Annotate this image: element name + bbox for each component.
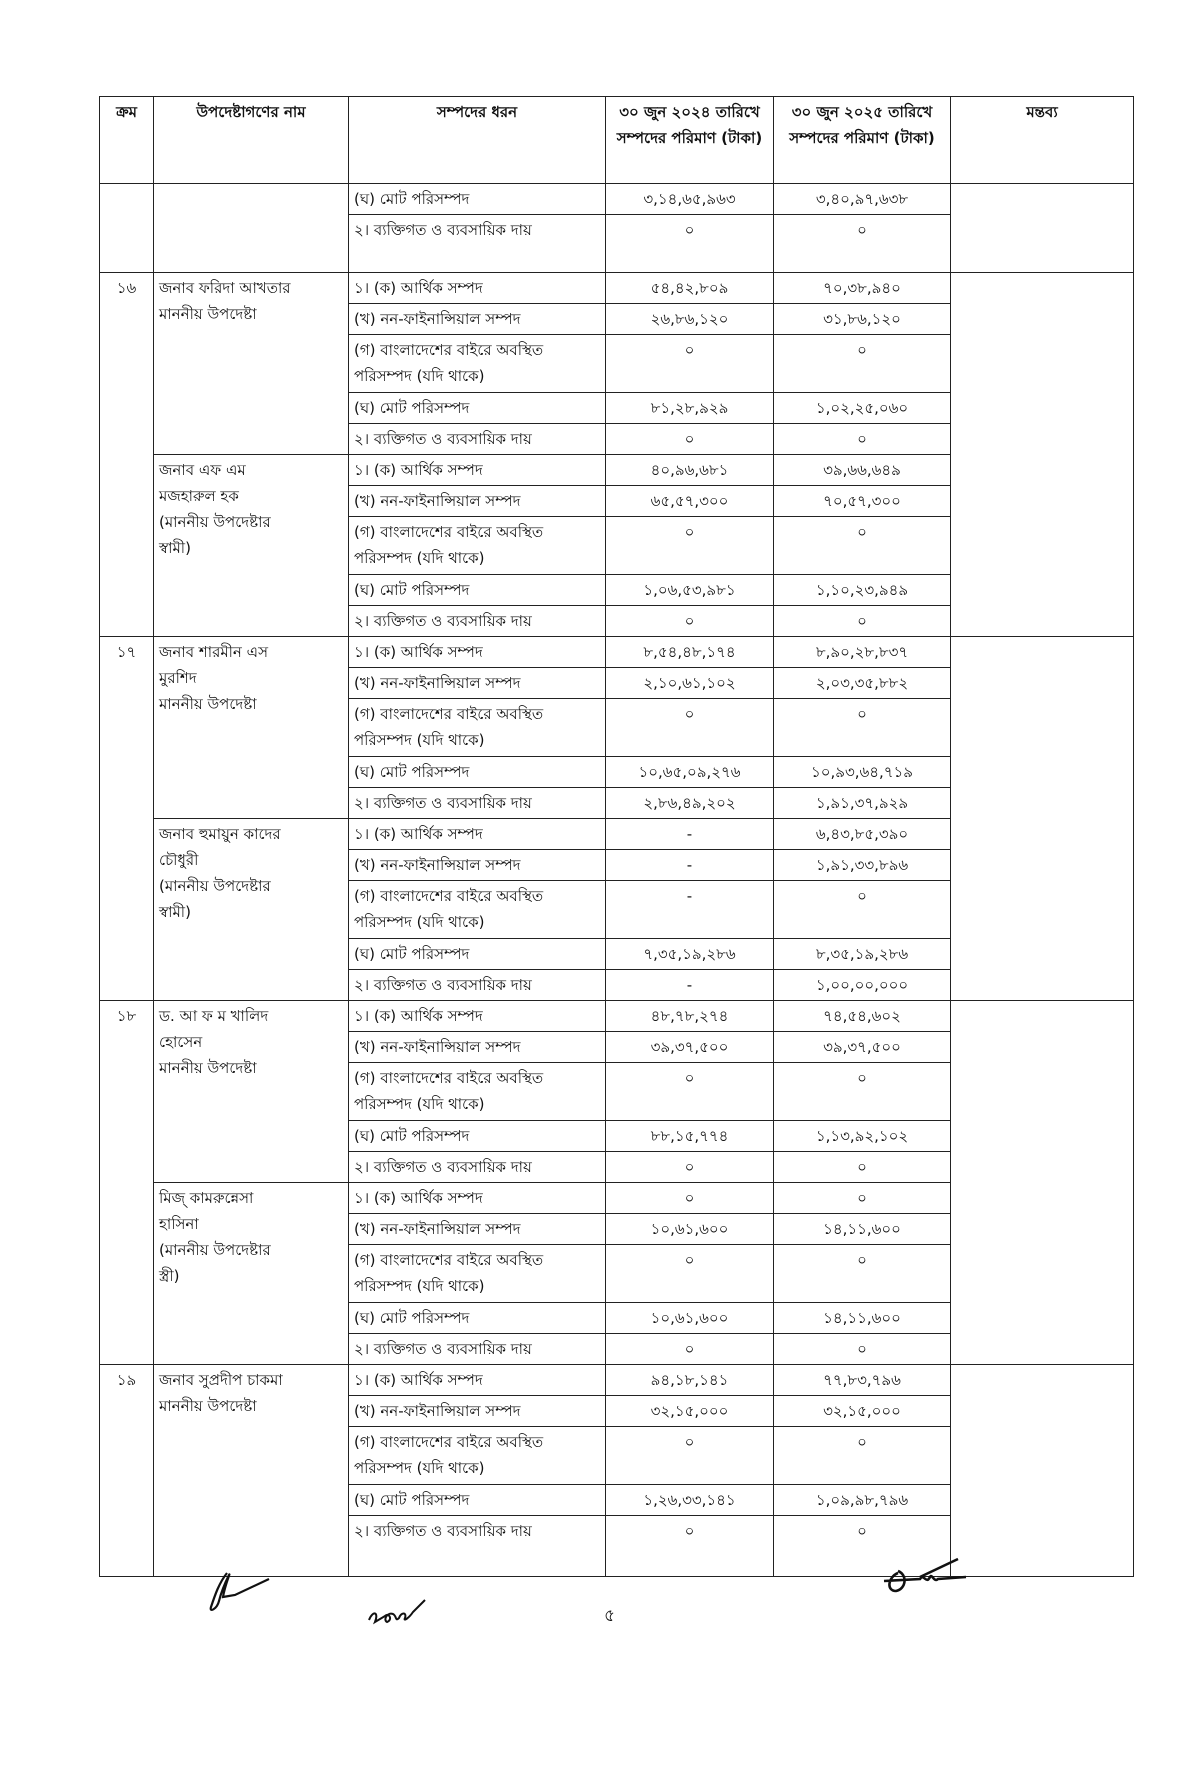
- asset-type-cell: ২। ব্যক্তিগত ও ব্যবসায়িক দায়: [349, 970, 606, 1001]
- header-serial: ক্রম: [100, 97, 154, 184]
- amount-2025-cell: ০: [774, 215, 951, 273]
- asset-type-cell: ১। (ক) আর্থিক সম্পদ: [349, 1183, 606, 1214]
- amount-2024-cell: ৪৮,৭৮,২৭৪: [606, 1001, 774, 1032]
- remarks-cell: [951, 1365, 1134, 1577]
- amount-2024-cell: ০: [606, 517, 774, 575]
- amount-2024-cell: ০: [606, 1183, 774, 1214]
- amount-2025-cell: ০: [774, 424, 951, 455]
- amount-2024-cell: ১,২৬,৩৩,১৪১: [606, 1485, 774, 1516]
- amount-2024-cell: ৫৪,৪২,৮০৯: [606, 273, 774, 304]
- asset-type-cell: ২। ব্যক্তিগত ও ব্যবসায়িক দায়: [349, 606, 606, 637]
- asset-type-cell: (খ) নন-ফাইনান্সিয়াল সম্পদ: [349, 1214, 606, 1245]
- amount-2025-cell: ১,৯১,৩৩,৮৯৬: [774, 850, 951, 881]
- remarks-cell: [951, 637, 1134, 1001]
- serial-cell: ১৮: [100, 1001, 154, 1365]
- amount-2025-cell: ২,০৩,৩৫,৮৮২: [774, 668, 951, 699]
- amount-2024-cell: ০: [606, 1245, 774, 1303]
- amount-2025-cell: ৭০,৫৭,৩০০: [774, 486, 951, 517]
- adviser-name-line: স্ত্রী): [159, 1267, 180, 1285]
- asset-type-cell: (ঘ) মোট পরিসম্পদ: [349, 1303, 606, 1334]
- asset-type-cell: ১। (ক) আর্থিক সম্পদ: [349, 1365, 606, 1396]
- asset-type-cell: ১। (ক) আর্থিক সম্পদ: [349, 637, 606, 668]
- adviser-name-cell: [154, 1365, 349, 1577]
- amount-2024-cell: ১০,৬৫,০৯,২৭৬: [606, 757, 774, 788]
- amount-2024-cell: ১০,৬১,৬০০: [606, 1303, 774, 1334]
- amount-2024-cell: ২,৮৬,৪৯,২০২: [606, 788, 774, 819]
- amount-2024-cell: ৩,১৪,৬৫,৯৬৩: [606, 184, 774, 215]
- adviser-name-line: মাননীয় উপদেষ্টা: [159, 695, 257, 713]
- asset-type-cell: ১। (ক) আর্থিক সম্পদ: [349, 819, 606, 850]
- serial-cell: ১৬: [100, 273, 154, 637]
- amount-2024-cell: ১০,৬১,৬০০: [606, 1214, 774, 1245]
- adviser-name-cell: [154, 637, 349, 819]
- asset-type-cell: ১। (ক) আর্থিক সম্পদ: [349, 455, 606, 486]
- amount-2025-cell: ০: [774, 1427, 951, 1485]
- adviser-name-line: জনাব এফ এম: [159, 461, 246, 479]
- asset-type-cell: ১। (ক) আর্থিক সম্পদ: [349, 1001, 606, 1032]
- amount-2025-cell: ০: [774, 1334, 951, 1365]
- amount-2025-cell: ৮,৯০,২৮,৮৩৭: [774, 637, 951, 668]
- signature-1: [205, 1565, 275, 1615]
- adviser-name-line: জনাব সুপ্রদীপ চাকমা: [159, 1371, 283, 1389]
- amount-2024-cell: ৬৫,৫৭,৩০০: [606, 486, 774, 517]
- amount-2025-cell: ১,১৩,৯২,১০২: [774, 1121, 951, 1152]
- amount-2024-cell: -: [606, 819, 774, 850]
- amount-2025-cell: ০: [774, 1245, 951, 1303]
- serial-cell: ১৯: [100, 1365, 154, 1577]
- adviser-name-line: জনাব ফরিদা আখতার: [159, 279, 291, 297]
- amount-2025-cell: ৩২,১৫,০০০: [774, 1396, 951, 1427]
- table-row: [100, 1365, 1134, 1396]
- amount-2025-cell: ১,০৯,৯৮,৭৯৬: [774, 1485, 951, 1516]
- asset-type-cell: (গ) বাংলাদেশের বাইরে অবস্থিত পরিসম্পদ (যদি থাকে): [349, 1245, 606, 1303]
- asset-declaration-table: [99, 96, 1134, 1577]
- amount-2025-cell: ৩৯,৩৭,৫০০: [774, 1032, 951, 1063]
- amount-2025-cell: ১,১০,২৩,৯৪৯: [774, 575, 951, 606]
- table-row: [100, 1001, 1134, 1032]
- header-remarks: মন্তব্য: [951, 97, 1134, 184]
- amount-2024-cell: -: [606, 970, 774, 1001]
- asset-type-cell: ২। ব্যক্তিগত ও ব্যবসায়িক দায়: [349, 215, 606, 273]
- asset-type-cell: (ঘ) মোট পরিসম্পদ: [349, 1485, 606, 1516]
- amount-2024-cell: ০: [606, 1516, 774, 1577]
- amount-2024-cell: -: [606, 850, 774, 881]
- asset-type-cell: ২। ব্যক্তিগত ও ব্যবসায়িক দায়: [349, 788, 606, 819]
- adviser-name-line: হোসেন: [159, 1033, 203, 1051]
- asset-type-cell: ১। (ক) আর্থিক সম্পদ: [349, 273, 606, 304]
- asset-type-cell: ২। ব্যক্তিগত ও ব্যবসায়িক দায়: [349, 424, 606, 455]
- table-body: [100, 184, 1134, 1577]
- header-amount-2025: ৩০ জুন ২০২৫ তারিখে সম্পদের পরিমাণ (টাকা): [774, 97, 951, 184]
- remarks-cell: [951, 273, 1134, 637]
- adviser-name-cell: [154, 1183, 349, 1365]
- asset-type-cell: (ঘ) মোট পরিসম্পদ: [349, 393, 606, 424]
- adviser-name-line: মাননীয় উপদেষ্টা: [159, 305, 257, 323]
- amount-2024-cell: ৯৪,১৮,১৪১: [606, 1365, 774, 1396]
- asset-type-cell: (গ) বাংলাদেশের বাইরে অবস্থিত পরিসম্পদ (যদি থাকে): [349, 517, 606, 575]
- amount-2025-cell: ১৪,১১,৬০০: [774, 1214, 951, 1245]
- asset-type-cell: (খ) নন-ফাইনান্সিয়াল সম্পদ: [349, 304, 606, 335]
- amount-2024-cell: ০: [606, 1334, 774, 1365]
- adviser-name-line: (মাননীয় উপদেষ্টার: [159, 877, 271, 895]
- asset-type-cell: (ঘ) মোট পরিসম্পদ: [349, 575, 606, 606]
- asset-type-cell: (খ) নন-ফাইনান্সিয়াল সম্পদ: [349, 486, 606, 517]
- amount-2025-cell: ০: [774, 335, 951, 393]
- adviser-name-cell: [154, 184, 349, 273]
- amount-2025-cell: ৮,৩৫,১৯,২৮৬: [774, 939, 951, 970]
- asset-type-cell: (গ) বাংলাদেশের বাইরে অবস্থিত পরিসম্পদ (যদি থাকে): [349, 881, 606, 939]
- asset-type-cell: (গ) বাংলাদেশের বাইরে অবস্থিত পরিসম্পদ (যদি থাকে): [349, 335, 606, 393]
- asset-type-cell: (ঘ) মোট পরিসম্পদ: [349, 939, 606, 970]
- amount-2025-cell: ৭৭,৮৩,৭৯৬: [774, 1365, 951, 1396]
- amount-2024-cell: ৪০,৯৬,৬৮১: [606, 455, 774, 486]
- asset-type-cell: ২। ব্যক্তিগত ও ব্যবসায়িক দায়: [349, 1334, 606, 1365]
- asset-type-cell: (গ) বাংলাদেশের বাইরে অবস্থিত পরিসম্পদ (যদি থাকে): [349, 699, 606, 757]
- asset-type-cell: (গ) বাংলাদেশের বাইরে অবস্থিত পরিসম্পদ (যদি থাকে): [349, 1063, 606, 1121]
- table-row: [100, 637, 1134, 668]
- amount-2025-cell: ০: [774, 699, 951, 757]
- amount-2024-cell: ০: [606, 699, 774, 757]
- adviser-name-line: মুরশিদ: [159, 669, 197, 687]
- serial-cell: ১৭: [100, 637, 154, 1001]
- amount-2024-cell: -: [606, 881, 774, 939]
- adviser-name-line: হাসিনা: [159, 1215, 199, 1233]
- serial-cell: [100, 184, 154, 273]
- amount-2025-cell: ৩৯,৬৬,৬৪৯: [774, 455, 951, 486]
- adviser-name-line: (মাননীয় উপদেষ্টার: [159, 1241, 271, 1259]
- amount-2024-cell: ০: [606, 335, 774, 393]
- amount-2025-cell: ০: [774, 606, 951, 637]
- amount-2024-cell: ৮৮,১৫,৭৭৪: [606, 1121, 774, 1152]
- header-name: উপদেষ্টাগণের নাম: [154, 97, 349, 184]
- asset-type-cell: (খ) নন-ফাইনান্সিয়াল সম্পদ: [349, 850, 606, 881]
- amount-2025-cell: ০: [774, 517, 951, 575]
- asset-type-cell: ২। ব্যক্তিগত ও ব্যবসায়িক দায়: [349, 1516, 606, 1577]
- amount-2025-cell: ৬,৪৩,৮৫,৩৯০: [774, 819, 951, 850]
- remarks-cell: [951, 1001, 1134, 1365]
- amount-2025-cell: ৭০,৩৮,৯৪০: [774, 273, 951, 304]
- amount-2024-cell: ৭,৩৫,১৯,২৮৬: [606, 939, 774, 970]
- adviser-name-cell: [154, 819, 349, 1001]
- adviser-name-line: স্বামী): [159, 903, 191, 921]
- amount-2025-cell: ১০,৯৩,৬৪,৭১৯: [774, 757, 951, 788]
- amount-2025-cell: ০: [774, 881, 951, 939]
- amount-2025-cell: ১,০২,২৫,০৬০: [774, 393, 951, 424]
- adviser-name-line: মাননীয় উপদেষ্টা: [159, 1059, 257, 1077]
- adviser-name-line: মিজ্ কামরুন্নেসা: [159, 1189, 254, 1207]
- adviser-name-line: মজহারুল হক: [159, 487, 239, 505]
- amount-2024-cell: ০: [606, 1063, 774, 1121]
- asset-type-cell: (ঘ) মোট পরিসম্পদ: [349, 184, 606, 215]
- amount-2024-cell: ০: [606, 1152, 774, 1183]
- adviser-name-cell: [154, 455, 349, 637]
- adviser-name-line: ড. আ ফ ম খালিদ: [159, 1007, 269, 1025]
- signature-3: [880, 1555, 975, 1600]
- amount-2025-cell: ৩,৪০,৯৭,৬৩৮: [774, 184, 951, 215]
- page-number: ৫: [604, 1606, 616, 1626]
- amount-2025-cell: ১,৯১,৩৭,৯২৯: [774, 788, 951, 819]
- amount-2024-cell: ৮,৫৪,৪৮,১৭৪: [606, 637, 774, 668]
- adviser-name-cell: [154, 1001, 349, 1183]
- amount-2024-cell: ৩৯,৩৭,৫০০: [606, 1032, 774, 1063]
- amount-2024-cell: ২,১০,৬১,১০২: [606, 668, 774, 699]
- adviser-name-line: জনাব হুমায়ুন কাদের: [159, 825, 281, 843]
- table-header-row: [100, 97, 1134, 184]
- amount-2024-cell: ০: [606, 1427, 774, 1485]
- header-amount-2024: ৩০ জুন ২০২৪ তারিখে সম্পদের পরিমাণ (টাকা): [606, 97, 774, 184]
- table-row: [100, 273, 1134, 304]
- asset-type-cell: (গ) বাংলাদেশের বাইরে অবস্থিত পরিসম্পদ (যদি থাকে): [349, 1427, 606, 1485]
- amount-2024-cell: ২৬,৮৬,১২০: [606, 304, 774, 335]
- asset-type-cell: (ঘ) মোট পরিসম্পদ: [349, 1121, 606, 1152]
- amount-2025-cell: ৩১,৮৬,১২০: [774, 304, 951, 335]
- asset-type-cell: (খ) নন-ফাইনান্সিয়াল সম্পদ: [349, 668, 606, 699]
- amount-2024-cell: ০: [606, 424, 774, 455]
- adviser-name-line: জনাব শারমীন এস: [159, 643, 268, 661]
- asset-type-cell: ২। ব্যক্তিগত ও ব্যবসায়িক দায়: [349, 1152, 606, 1183]
- amount-2024-cell: ০: [606, 215, 774, 273]
- header-asset-type: সম্পদের ধরন: [349, 97, 606, 184]
- amount-2025-cell: ১,০০,০০,০০০: [774, 970, 951, 1001]
- remarks-cell: [951, 184, 1134, 273]
- adviser-name-line: (মাননীয় উপদেষ্টার: [159, 513, 271, 531]
- adviser-name-line: স্বামী): [159, 539, 191, 557]
- adviser-name-cell: [154, 273, 349, 455]
- amount-2025-cell: ০: [774, 1183, 951, 1214]
- signature-2: [365, 1590, 435, 1630]
- adviser-name-line: চৌধুরী: [159, 851, 199, 869]
- amount-2024-cell: ৮১,২৮,৯২৯: [606, 393, 774, 424]
- amount-2025-cell: ০: [774, 1063, 951, 1121]
- table-row: [100, 184, 1134, 215]
- amount-2024-cell: ০: [606, 606, 774, 637]
- amount-2025-cell: ৭৪,৫৪,৬০২: [774, 1001, 951, 1032]
- amount-2024-cell: ১,০৬,৫৩,৯৮১: [606, 575, 774, 606]
- amount-2025-cell: ০: [774, 1152, 951, 1183]
- asset-type-cell: (ঘ) মোট পরিসম্পদ: [349, 757, 606, 788]
- asset-type-cell: (খ) নন-ফাইনান্সিয়াল সম্পদ: [349, 1396, 606, 1427]
- amount-2025-cell: ১৪,১১,৬০০: [774, 1303, 951, 1334]
- adviser-name-line: মাননীয় উপদেষ্টা: [159, 1397, 257, 1415]
- amount-2024-cell: ৩২,১৫,০০০: [606, 1396, 774, 1427]
- asset-type-cell: (খ) নন-ফাইনান্সিয়াল সম্পদ: [349, 1032, 606, 1063]
- amount-2025-cell: ০: [774, 1516, 951, 1577]
